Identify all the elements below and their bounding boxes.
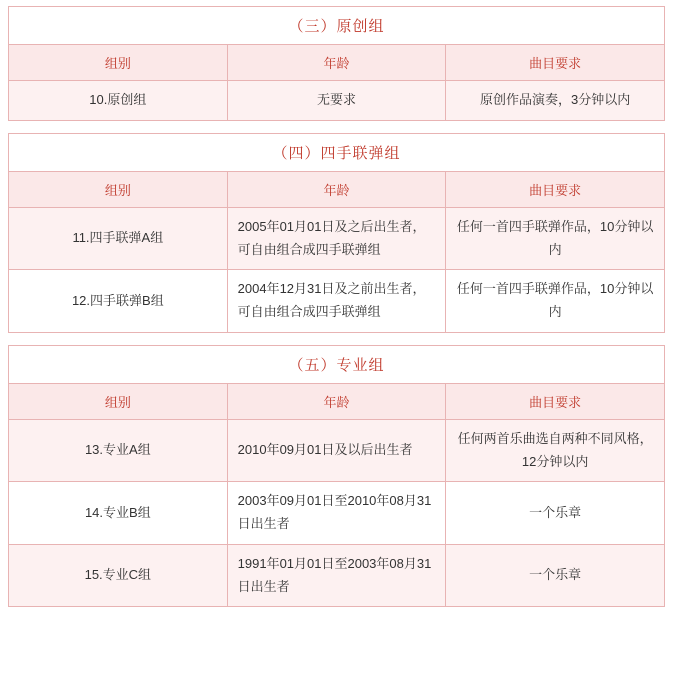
cell-group-name: 15.专业C组 <box>9 544 228 607</box>
cell-group-name: 13.专业A组 <box>9 419 228 482</box>
table-row <box>9 544 665 607</box>
cell-age: 1991年01月01日至2003年08月31日出生者 <box>227 544 446 607</box>
section-table-original <box>8 6 665 121</box>
column-header-row <box>9 383 665 419</box>
table-row <box>9 419 665 482</box>
cell-age: 2003年09月01日至2010年08月31日出生者 <box>227 482 446 545</box>
cell-group-name: 11.四手联弹A组 <box>9 207 228 270</box>
column-header-requirement: 曲目要求 <box>446 171 665 207</box>
column-header-row <box>9 45 665 81</box>
section-title: （三）原创组 <box>9 7 665 45</box>
table-row <box>9 81 665 121</box>
cell-requirement: 原创作品演奏，3分钟以内 <box>446 81 665 121</box>
cell-group-name: 14.专业B组 <box>9 482 228 545</box>
column-header-age: 年龄 <box>227 383 446 419</box>
table-row <box>9 482 665 545</box>
section-title-row <box>9 133 665 171</box>
cell-group-name: 10.原创组 <box>9 81 228 121</box>
cell-requirement: 任何两首乐曲选自两种不同风格，12分钟以内 <box>446 419 665 482</box>
section-table-professional <box>8 345 665 608</box>
cell-requirement: 任何一首四手联弹作品，10分钟以内 <box>446 270 665 333</box>
cell-age: 无要求 <box>227 81 446 121</box>
cell-group-name: 12.四手联弹B组 <box>9 270 228 333</box>
column-header-requirement: 曲目要求 <box>446 45 665 81</box>
table-row <box>9 207 665 270</box>
cell-age: 2010年09月01日及以后出生者 <box>227 419 446 482</box>
section-title: （四）四手联弹组 <box>9 133 665 171</box>
cell-age: 2005年01月01日及之后出生者，可自由组合成四手联弹组 <box>227 207 446 270</box>
column-header-group: 组别 <box>9 171 228 207</box>
section-title-row <box>9 7 665 45</box>
cell-age: 2004年12月31日及之前出生者，可自由组合成四手联弹组 <box>227 270 446 333</box>
column-header-group: 组别 <box>9 45 228 81</box>
cell-requirement: 一个乐章 <box>446 482 665 545</box>
cell-requirement: 任何一首四手联弹作品，10分钟以内 <box>446 207 665 270</box>
column-header-age: 年龄 <box>227 171 446 207</box>
cell-requirement: 一个乐章 <box>446 544 665 607</box>
section-table-four-hands <box>8 133 665 333</box>
column-header-row <box>9 171 665 207</box>
column-header-group: 组别 <box>9 383 228 419</box>
section-title: （五）专业组 <box>9 345 665 383</box>
column-header-age: 年龄 <box>227 45 446 81</box>
table-row <box>9 270 665 333</box>
section-title-row <box>9 345 665 383</box>
column-header-requirement: 曲目要求 <box>446 383 665 419</box>
